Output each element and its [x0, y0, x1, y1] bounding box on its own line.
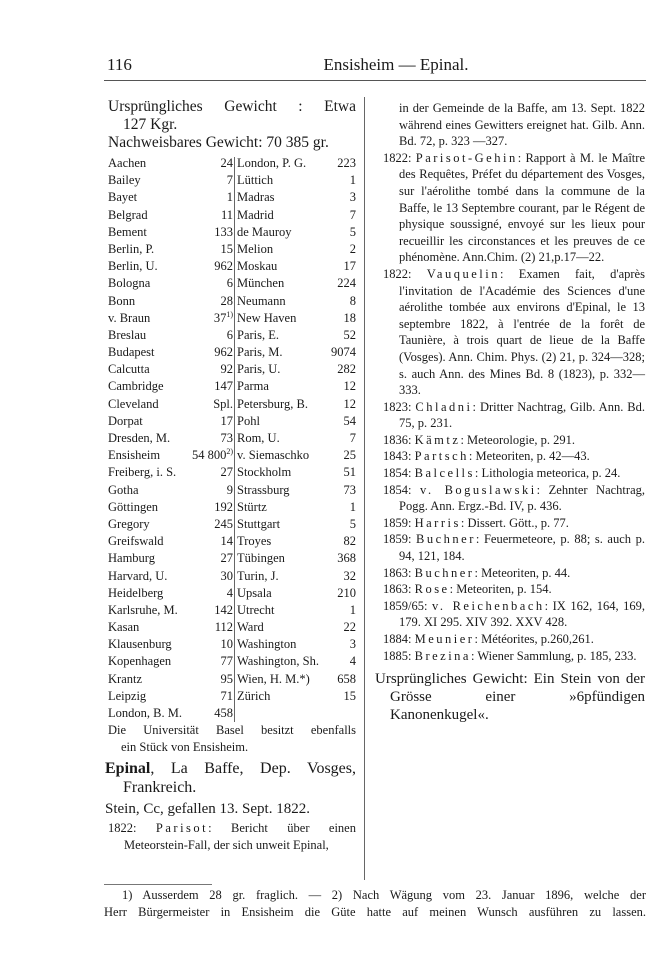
collection-weight: 5: [349, 224, 356, 239]
epinal-name: Epinal: [105, 760, 151, 778]
reference-year: 1885: [383, 648, 408, 663]
column-divider: [364, 97, 365, 880]
table-row: [108, 172, 356, 189]
collection-name: Washington, Sh.: [237, 654, 319, 669]
collection-weight: 962: [214, 259, 233, 274]
collection-weight: 210: [337, 585, 356, 600]
collection-weight: 27: [220, 551, 233, 566]
reference-year: 1859: [383, 532, 408, 547]
table-row: [108, 447, 356, 464]
table-row: [108, 688, 356, 705]
footnotes: [104, 887, 646, 921]
reference-author: Harris: [414, 515, 461, 530]
collection-weight: 17: [343, 259, 356, 274]
collection-name: Gregory: [108, 516, 150, 531]
collection-name: Calcutta: [108, 362, 150, 377]
collection-name: Berlin, U.: [108, 259, 158, 274]
collection-name: Petersburg, B.: [237, 396, 308, 411]
collection-name: Krantz: [108, 671, 143, 686]
collection-weight: 962: [214, 345, 233, 360]
collection-name: Madrid: [237, 207, 274, 222]
table-row: [108, 585, 356, 602]
collection-name: Pohl: [237, 413, 260, 428]
footnote-ref: 2): [226, 447, 233, 457]
reference-year: 1859/65: [383, 598, 424, 613]
collection-weight: 7: [349, 431, 356, 445]
original-weight-line2: 127 Kgr.: [123, 116, 178, 133]
collection-name: Ward: [237, 620, 264, 635]
running-title: Ensisheim — Epinal.: [323, 55, 469, 74]
collection-name: Troyes: [237, 534, 272, 549]
table-column-rule: [234, 157, 235, 722]
epinal-fall: Stein, Cc, gefallen 13. Sept. 1822.: [105, 801, 310, 818]
collection-name: Breslau: [108, 327, 147, 342]
collection-weight: 22: [343, 620, 356, 635]
table-row: [108, 293, 356, 310]
collection-weight: 2: [349, 241, 356, 256]
reference-year: 1854: [383, 482, 408, 497]
collection-weight: 25: [343, 448, 356, 463]
collection-weight: 24: [220, 156, 233, 170]
reference-text: Météorites, p.260,261.: [481, 632, 594, 646]
table-row: [108, 705, 356, 722]
references-list: [383, 150, 645, 664]
collection-name: Hamburg: [108, 551, 155, 566]
collection-name: Paris, M.: [237, 345, 283, 360]
table-row: [108, 378, 356, 395]
reference-author: Buchner: [416, 532, 476, 547]
collection-name: Bologna: [108, 276, 151, 291]
reference-text: Wiener Sammlung, p. 185, 233.: [477, 648, 637, 663]
table-row: [108, 602, 356, 619]
collection-name: Bement: [108, 224, 147, 239]
collection-name: Turin, J.: [237, 568, 279, 583]
reference-text: Meteoriten, p. 154.: [456, 582, 552, 597]
collection-weight: 82: [343, 534, 356, 549]
weight-value: 37: [213, 310, 227, 325]
reference-text: Dissert. Gött., p. 77.: [467, 515, 569, 530]
collection-weight: 73: [220, 431, 233, 445]
table-row: [108, 327, 356, 344]
collection-weight: 112: [214, 620, 233, 635]
collection-name: Cleveland: [108, 396, 159, 411]
collection-name: Neumann: [237, 293, 286, 308]
collection-name: Upsala: [237, 585, 272, 600]
table-row: [108, 413, 356, 430]
collection-name: Heidelberg: [108, 585, 164, 600]
collection-weight: 6: [226, 276, 233, 291]
table-row: [108, 619, 356, 636]
collection-weight: 368: [337, 551, 356, 566]
collection-name: London, P. G.: [237, 156, 307, 170]
collection-weight: 32: [343, 568, 356, 583]
reference-year: 1843: [383, 449, 408, 464]
reference-author: Partsch: [414, 449, 469, 464]
table-row: [108, 224, 356, 241]
reference-item: 1836: Kämtz: Meteorologie, p. 291.: [383, 432, 576, 447]
collection-name: Budapest: [108, 345, 155, 360]
reference-year: 1836: [383, 432, 408, 447]
reference-text: Feuermeteore, p. 88; s. auch p. 94, 121, 184.: [399, 532, 645, 564]
collection-name: Stürtz: [237, 499, 267, 514]
collection-weight: 458: [214, 706, 233, 720]
reference-year: 1822: [383, 266, 408, 281]
reference-author: Parisot-Gehin: [415, 150, 518, 165]
collection-weight: Spl.: [213, 396, 233, 411]
basel-note-line1: [108, 722, 356, 739]
collection-name: Leipzig: [108, 688, 147, 703]
original-weight-line1: Ursprüngliches Gewicht : Etwa: [108, 98, 356, 115]
reference-text: IX 162, 164, 169, 179. XI 295. XIV 392. XXV 428.: [399, 598, 645, 630]
table-row: [108, 310, 356, 327]
collection-weight: 11: [220, 207, 233, 222]
collection-weight: 142: [214, 602, 233, 617]
collection-name: Wien, H. M.*): [237, 671, 310, 686]
reference-author: v. Boguslawski: [420, 482, 537, 497]
collection-weight: 51: [343, 465, 356, 480]
basel-note-line2: ein Stück von Ensisheim.: [121, 739, 249, 754]
collection-name: Gotha: [108, 482, 139, 497]
reference-text: Meteorologie, p. 291.: [467, 432, 576, 447]
collection-weight: 77: [220, 654, 233, 669]
reference-item: 1885: Brezina: Wiener Sammlung, p. 185, 233.: [383, 648, 637, 663]
header-rule: [104, 80, 646, 81]
collection-name: Kopenhagen: [108, 654, 172, 669]
epinal-heading: Epinal, La Baffe, Dep. Vosges, Frankreich.: [105, 760, 356, 797]
collection-weight: 52: [343, 327, 356, 342]
reference-year: 1863: [383, 565, 408, 580]
collection-weight: 17: [220, 413, 233, 428]
table-row: [108, 275, 356, 292]
collection-weight: 9: [226, 482, 233, 497]
collection-weight: 147: [214, 379, 233, 394]
collection-name: Tübingen: [237, 551, 285, 566]
collection-name: Greifswald: [108, 534, 164, 549]
footnote-block: [104, 884, 646, 921]
collection-weight: 12: [343, 379, 356, 394]
reference-item: 1884: Meunier: Météorites, p.260,261.: [383, 632, 594, 646]
collection-name: München: [237, 276, 285, 291]
footnote-line1: 1) Ausserdem 28 gr. fraglich. — 2) Nach Wägung vom 23. Januar 1896, welche der: [122, 888, 646, 902]
collection-weight: 224: [337, 276, 356, 291]
collection-weight: 30: [220, 568, 233, 583]
collection-weight: 1: [226, 190, 233, 205]
collection-name: Moskau: [237, 259, 278, 274]
reference-author: Kämtz: [414, 432, 461, 447]
reference-item: 1843: Partsch: Meteoriten, p. 42—43.: [383, 449, 590, 464]
collection-name: Madras: [237, 190, 275, 205]
reference-author: Buchner: [414, 565, 475, 580]
collection-name: Zürich: [237, 688, 271, 703]
collection-name: Dresden, M.: [108, 431, 171, 445]
collection-weight: 7: [349, 207, 356, 222]
collection-name: Melion: [237, 241, 274, 256]
collection-name: Dorpat: [108, 413, 143, 428]
collection-weight: 6: [226, 327, 233, 342]
reference-item: 1859: Harris: Dissert. Gött., p. 77.: [383, 515, 569, 530]
table-row: [108, 464, 356, 481]
basel-note: Die Universität Basel besitzt ebenfalls: [108, 723, 356, 738]
table-row: [108, 189, 356, 206]
collection-weight: 3: [349, 637, 356, 652]
collection-name: de Mauroy: [237, 224, 292, 239]
table-row: [108, 516, 356, 533]
reference-author: Rose: [414, 582, 450, 597]
collection-weight: 15: [220, 241, 233, 256]
reference-author: Balcells: [414, 466, 475, 481]
reference-item: 1859: Buchner: Feuermeteore, p. 88; s. auch p. 94, 121, 184.: [383, 532, 645, 564]
reference-year: 1823: [383, 399, 408, 414]
collection-name: Aachen: [108, 156, 147, 170]
reference-parisot: 1822: Parisot: Bericht über einen Meteorstein-Fall, der sich unweit Epinal,: [108, 821, 356, 852]
collection-name: Belgrad: [108, 207, 148, 222]
collection-name: Paris, E.: [237, 327, 280, 342]
collection-weight: 4: [349, 654, 356, 669]
original-weight-epinal: Ursprüngliches Gewicht: Ein Stein von der Grösse einer »6pfündigen Kanonenkugel«.: [375, 671, 645, 724]
left-column: [105, 98, 356, 854]
collection-weight: 4: [226, 585, 233, 600]
reference-year: 1854: [383, 466, 408, 481]
collection-weight: 658: [337, 671, 356, 686]
table-row: [108, 482, 356, 499]
collection-name: Berlin, P.: [108, 241, 155, 256]
collection-name: Freiberg, i. S.: [108, 465, 177, 480]
collection-name: Göttingen: [108, 499, 158, 514]
table-row: [108, 207, 356, 224]
proven-weight: Nachweisbares Gewicht: 70 385 gr.: [108, 134, 329, 151]
collection-weight: 1: [349, 499, 356, 514]
reference-author: Vauquelin: [426, 266, 500, 281]
collection-name: Klausenburg: [108, 637, 172, 652]
reference-item: 1863: Rose: Meteoriten, p. 154.: [383, 582, 552, 597]
table-row: [108, 241, 356, 258]
table-row: [108, 568, 356, 585]
collection-name: Bonn: [108, 293, 136, 308]
reference-year: 1822: [383, 150, 408, 165]
reference-item: 1823: Chladni: Dritter Nachtrag, Gilb. Ann. Bd. 75, p. 231.: [383, 399, 645, 431]
collection-weight: 71: [220, 688, 233, 703]
collection-weight: 192: [214, 499, 233, 514]
page-number: 116: [107, 55, 132, 74]
collection-name: Bayet: [108, 190, 138, 205]
collection-weight: [201, 310, 233, 327]
collection-weight: 95: [220, 671, 233, 686]
reference-item: 1854: Balcells: Lithologia meteorica, p. 24.: [383, 466, 621, 481]
reference-item: 1822: Vauquelin: Examen fait, d'après l'invitation de l'Académie des Sciences d'une aérolithe tombée aux environs d'Epinal, le 13 septembre 1822, à l'entrée de la forêt de Taunière, à trois quart de lieue de la Baffe (Vosges). Ann. Chim. Phys. (2) 21, p. 324—328; s. auch Ann. des Mines Bd. 8 (1823), p. 332—333.: [383, 266, 645, 398]
collection-weight: 14: [220, 534, 233, 549]
collection-name: Ensisheim: [108, 448, 161, 463]
collection-name: [233, 705, 329, 722]
collection-name: Washington: [237, 637, 297, 652]
table-row: [108, 636, 356, 653]
collection-weight: [180, 447, 233, 464]
table-row: [108, 430, 356, 447]
collection-weight: 54: [343, 413, 356, 428]
reference-item: 1859/65: v. Reichenbach: IX 162, 164, 169, 179. XI 295. XIV 392. XXV 428.: [383, 598, 645, 630]
reference-item: 1822: Parisot-Gehin: Rapport à M. le Maître des Requêtes, Préfet du département des Vosges, sur l'aérolithe tombé dans la commune de la Baffe, le 13 Septembre courant, par le Régent de physique soussigné, envoyé sur les lieux pour recueillir les circonstances et les preuves de ce phénomène. Ann.Chim. (2) 21,p.17—22.: [383, 150, 645, 265]
collection-name: Paris, U.: [237, 362, 281, 377]
collection-weight: [329, 705, 356, 722]
reference-text: Dritter Nachtrag, Gilb. Ann. Bd. 75, p. 231.: [399, 399, 645, 431]
reference-text: Meteoriten, p. 44.: [481, 565, 571, 580]
collection-weight: 282: [337, 362, 356, 377]
footnote-ref: 1): [226, 309, 233, 319]
reference-text: Rapport à M. le Maître des Requêtes, Préfet du département des Vosges, sur l'aérolithe tombé dans la commune de la Baffe, le 13 Septembre courant, par le Régent de physique soussigné, envoyé sur les lieux pour recueillir les circonstances et les preuves de ce phénomène. Ann.Chim. (2) 21,p.17—22.: [399, 150, 645, 265]
collection-name: Karlsruhe, M.: [108, 602, 178, 617]
collection-weight: 92: [220, 362, 233, 377]
right-column: [375, 100, 645, 724]
table-row: [108, 155, 356, 172]
collection-name: Kasan: [108, 620, 140, 635]
collection-weight: 1: [349, 602, 356, 617]
footnote-line2: Herr Bürgermeister in Ensisheim die Güte hatte auf meinen Wunsch ausführen zu lassen.: [104, 905, 646, 919]
collection-weight: 27: [220, 465, 233, 480]
reference-item: 1863: Buchner: Meteoriten, p. 44.: [383, 565, 571, 580]
collection-weight: 7: [226, 173, 233, 188]
collection-name: Strassburg: [237, 482, 290, 497]
table-row: [108, 550, 356, 567]
table-row: [108, 653, 356, 670]
collection-weight: 245: [214, 516, 233, 531]
table-row: [108, 499, 356, 516]
collection-name: Utrecht: [237, 602, 275, 617]
reference-year: 1863: [383, 582, 408, 597]
collection-name: Stockholm: [237, 465, 292, 480]
collection-name: Rom, U.: [237, 431, 280, 445]
reference-text: Zehnter Nachtrag, Pogg. Ann. Ergz.-Bd. IV, p. 436.: [399, 482, 645, 514]
collection-weight: 9074: [331, 345, 356, 360]
collection-weight: 12: [343, 396, 356, 411]
reference-author: v. Reichenbach: [431, 598, 545, 613]
reference-author: Chladni: [415, 399, 473, 414]
collection-name: Stuttgart: [237, 516, 281, 531]
weight-value: 54 800: [191, 448, 227, 463]
collection-weight: 10: [220, 637, 233, 652]
collection-weight: 8: [349, 293, 356, 308]
reference-item: 1854: v. Boguslawski: Zehnter Nachtrag, Pogg. Ann. Ergz.-Bd. IV, p. 436.: [383, 482, 645, 514]
collection-weight: 15: [343, 688, 356, 703]
table-row: [108, 671, 356, 688]
collection-name: v. Siemaschko: [237, 448, 310, 463]
reference-text: Lithologia meteorica, p. 24.: [481, 466, 621, 481]
collection-weight: 5: [349, 516, 356, 531]
reference-text: Examen fait, d'après l'invitation de l'Académie des Sciences d'une aérolithe tombée aux environs d'Epinal, le 13 septembre 1822, à l'entrée de la forêt de Taunière, à trois quart de lieue de la Baffe (Vosges). Ann. Chim. Phys. (2) 21, p. 324—328; s. auch Ann. des Mines Bd. 8 (1823), p. 332—333.: [399, 266, 645, 398]
collection-weight: 133: [214, 224, 233, 239]
table-row: [108, 533, 356, 550]
collection-name: Cambridge: [108, 379, 164, 394]
table-row: [108, 344, 356, 361]
collection-weight: 3: [349, 190, 356, 205]
reference-author: Meunier: [414, 632, 475, 646]
collection-weight: 223: [337, 156, 356, 170]
continuation-text: in der Gemeinde de la Baffe, am 13. Sept. 1822 während eines Gewitters ereignet hat. Gilb. Ann. Bd. 72, p. 323 —327.: [399, 101, 645, 149]
table-row: [108, 396, 356, 413]
collection-name: Lüttich: [237, 173, 274, 188]
collection-weight: 73: [343, 482, 356, 497]
footnote-rule: [104, 884, 212, 885]
reference-year: 1884: [383, 632, 408, 646]
table-row: [108, 361, 356, 378]
reference-text: Meteoriten, p. 42—43.: [475, 449, 590, 464]
collection-weight: 1: [349, 173, 356, 188]
collection-name: Parma: [237, 379, 269, 394]
collection-name: New Haven: [237, 310, 297, 325]
table-row: [108, 258, 356, 275]
collection-name: v. Braun: [108, 310, 151, 325]
collection-weight: 28: [220, 293, 233, 308]
reference-author: Brezina: [414, 648, 471, 663]
collection-name: Harvard, U.: [108, 568, 168, 583]
collection-name: London, B. M.: [108, 706, 182, 720]
collection-name: Bailey: [108, 173, 141, 188]
collections-table: [108, 155, 356, 722]
collection-weight: 18: [343, 310, 356, 325]
reference-year: 1859: [383, 515, 408, 530]
